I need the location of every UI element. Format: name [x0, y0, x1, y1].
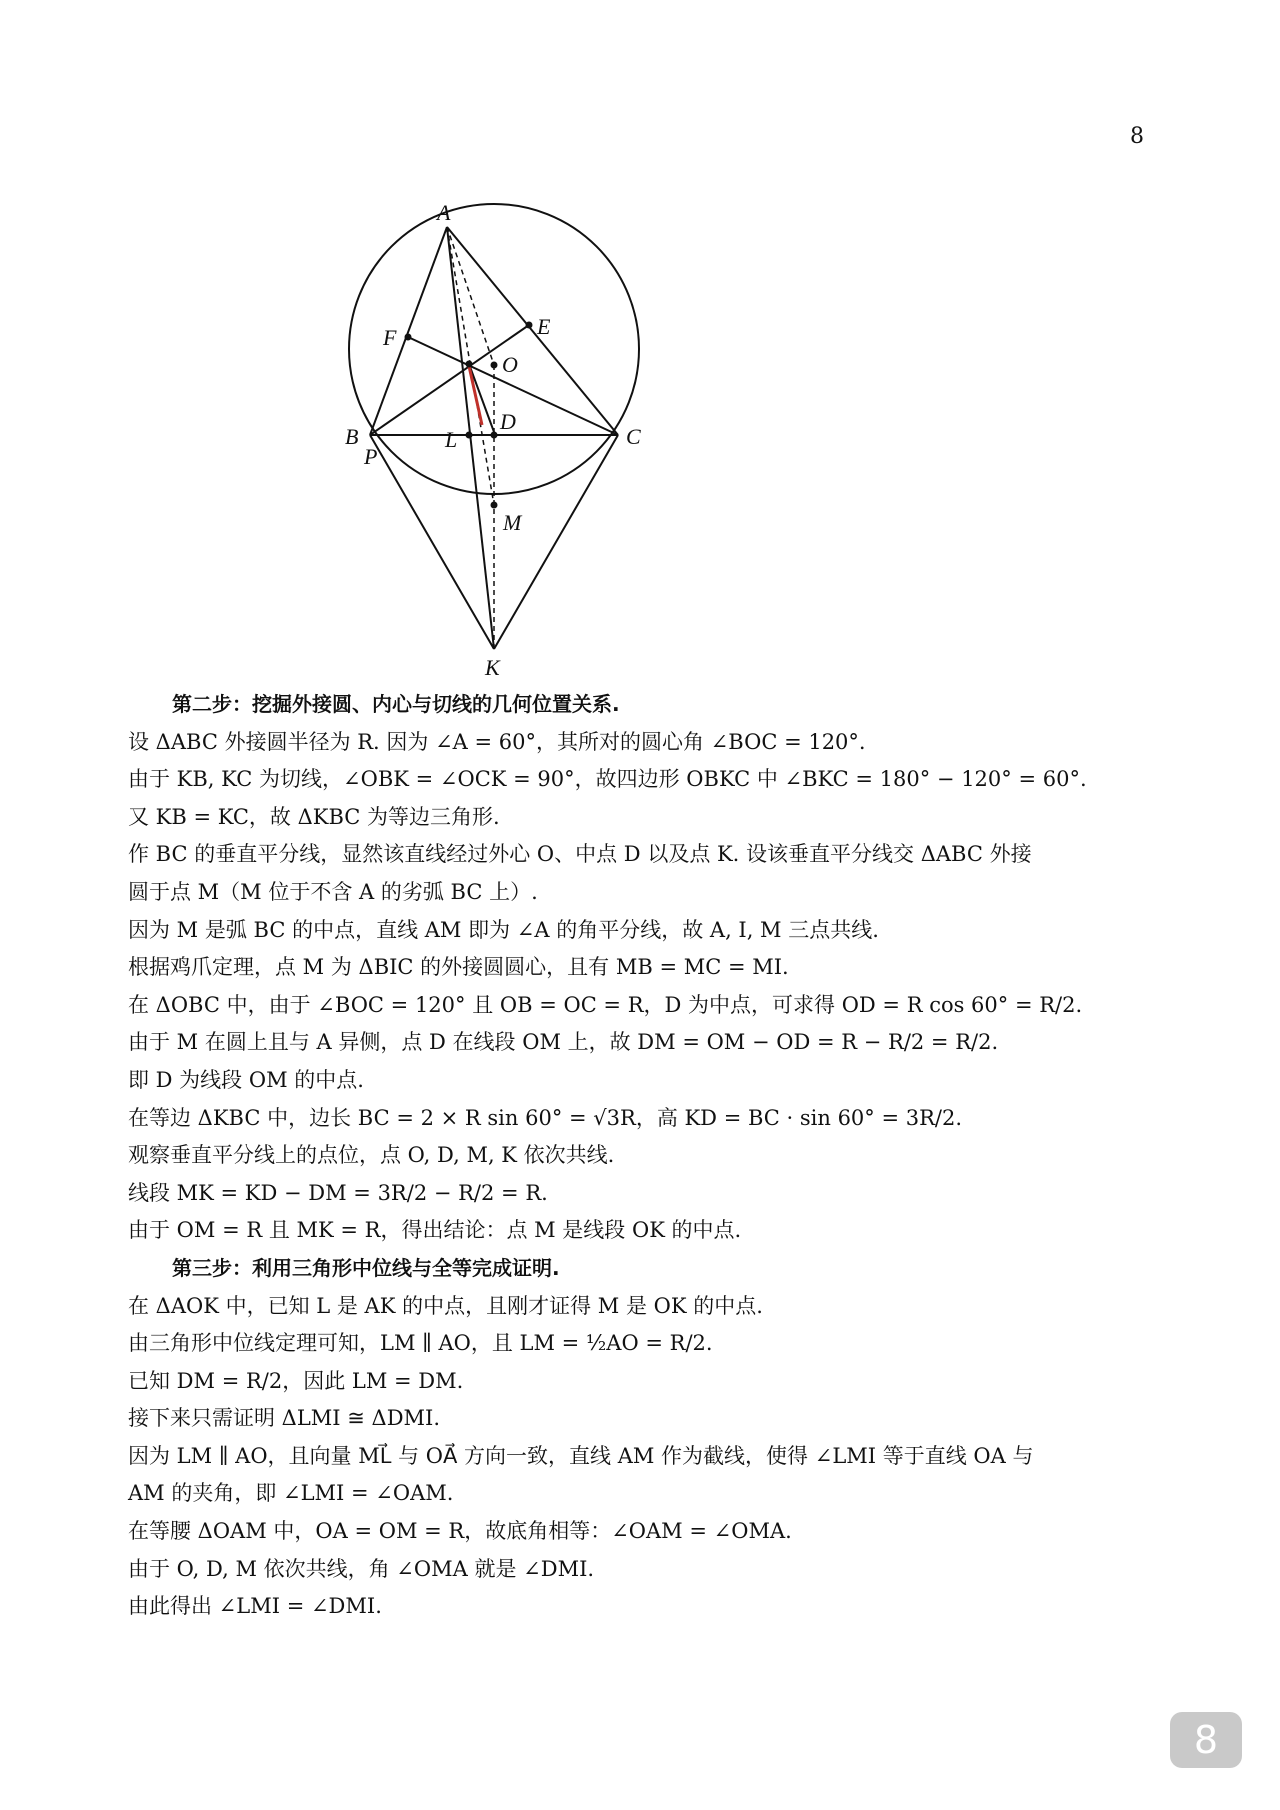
tangent-bk	[370, 435, 494, 649]
text-line: 由于 OM = R 且 MK = R，得出结论：点 M 是线段 OK 的中点.	[128, 1218, 742, 1243]
point-f	[405, 334, 412, 341]
side-ac	[447, 227, 618, 435]
page-badge: 8	[1170, 1712, 1242, 1768]
text-line: AM 的夹角，即 ∠LMI = ∠OAM.	[128, 1481, 454, 1506]
label-f: F	[383, 325, 397, 350]
point-e	[526, 322, 533, 329]
text-line: 由此得出 ∠LMI = ∠DMI.	[128, 1594, 382, 1619]
text-line: 又 KB = KC，故 ΔKBC 为等边三角形.	[128, 804, 500, 829]
text-line: 设 ΔABC 外接圆半径为 R. 因为 ∠A = 60°，其所对的圆心角 ∠BOC = 120°.	[128, 729, 866, 754]
text-line: 在等腰 ΔOAM 中，OA = OM = R，故底角相等：∠OAM = ∠OMA.	[128, 1519, 792, 1544]
text-line: 圆于点 M（M 位于不含 A 的劣弧 BC 上）.	[128, 879, 538, 904]
page-number: 8	[1130, 124, 1144, 149]
label-d: D	[500, 409, 516, 434]
label-k: K	[485, 655, 500, 680]
text-line: 在 ΔAOK 中，已知 L 是 AK 的中点，且刚才证得 M 是 OK 的中点.	[128, 1293, 763, 1318]
text-line: 线段 MK = KD − DM = 3R/2 − R/2 = R.	[128, 1180, 548, 1205]
text-line: 在等边 ΔKBC 中，边长 BC = 2 × R sin 60° = √3R，高 KD = BC · sin 60° = 3R/2.	[128, 1105, 963, 1130]
point-o	[491, 362, 498, 369]
step-two-heading: 第二步：挖掘外接圆、内心与切线的几何位置关系.	[172, 692, 620, 716]
label-o: O	[502, 352, 518, 377]
point-l	[466, 432, 473, 439]
text-line: 在 ΔOBC 中，由于 ∠BOC = 120° 且 OB = OC = R，D 为中点，可求得 OD = R cos 60° = R/2.	[128, 992, 1083, 1017]
step-three-heading: 第三步：利用三角形中位线与全等完成证明.	[172, 1255, 560, 1280]
label-e: E	[537, 314, 551, 339]
text-line: 观察垂直平分线上的点位，点 O, D, M, K 依次共线.	[128, 1143, 615, 1168]
text-line: 由于 KB, KC 为切线，∠OBK = ∠OCK = 90°，故四边形 OBKC 中 ∠BKC = 180° − 120° = 60°.	[128, 767, 1087, 792]
geometry-figure	[330, 190, 670, 694]
text-line: 接下来只需证明 ΔLMI ≅ ΔDMI.	[128, 1406, 441, 1431]
label-c: C	[626, 424, 641, 449]
point-d	[491, 432, 498, 439]
tangent-ck	[494, 435, 618, 649]
text-line: 因为 M 是弧 BC 的中点，直线 AM 即为 ∠A 的角平分线，故 A, I, M 三点共线.	[128, 917, 879, 942]
label-m: M	[503, 510, 522, 535]
point-i	[466, 361, 473, 368]
text-line: 作 BC 的垂直平分线，显然该直线经过外心 O、中点 D 以及点 K. 设该垂直平分线交 ΔABC 外接	[128, 842, 1032, 867]
text-line: 由三角形中位线定理可知，LM ∥ AO，且 LM = ½AO = R/2.	[128, 1331, 713, 1356]
label-b: B	[345, 424, 359, 449]
label-p: P	[364, 444, 378, 469]
geometry-diagram	[330, 190, 670, 690]
label-a: A	[437, 200, 451, 225]
text-line: 因为 LM ∥ AO，且向量 ML⃗ 与 OA⃗ 方向一致，直线 AM 作为截线，使得 ∠LMI 等于直线 OA 与	[128, 1443, 1034, 1468]
text-line: 已知 DM = R/2，因此 LM = DM.	[128, 1368, 464, 1393]
text-line: 根据鸡爪定理，点 M 为 ΔBIC 的外接圆圆心，且有 MB = MC = MI.	[128, 955, 789, 980]
proof-text	[128, 686, 1158, 1626]
text-line: 由于 M 在圆上且与 A 异侧，点 D 在线段 OM 上，故 DM = OM − OD = R − R/2 = R/2.	[128, 1030, 999, 1055]
text-line: 由于 O, D, M 依次共线，角 ∠OMA 就是 ∠DMI.	[128, 1556, 595, 1581]
text-line: 即 D 为线段 OM 的中点.	[128, 1067, 364, 1092]
point-m	[491, 502, 498, 509]
label-l: L	[445, 427, 458, 452]
